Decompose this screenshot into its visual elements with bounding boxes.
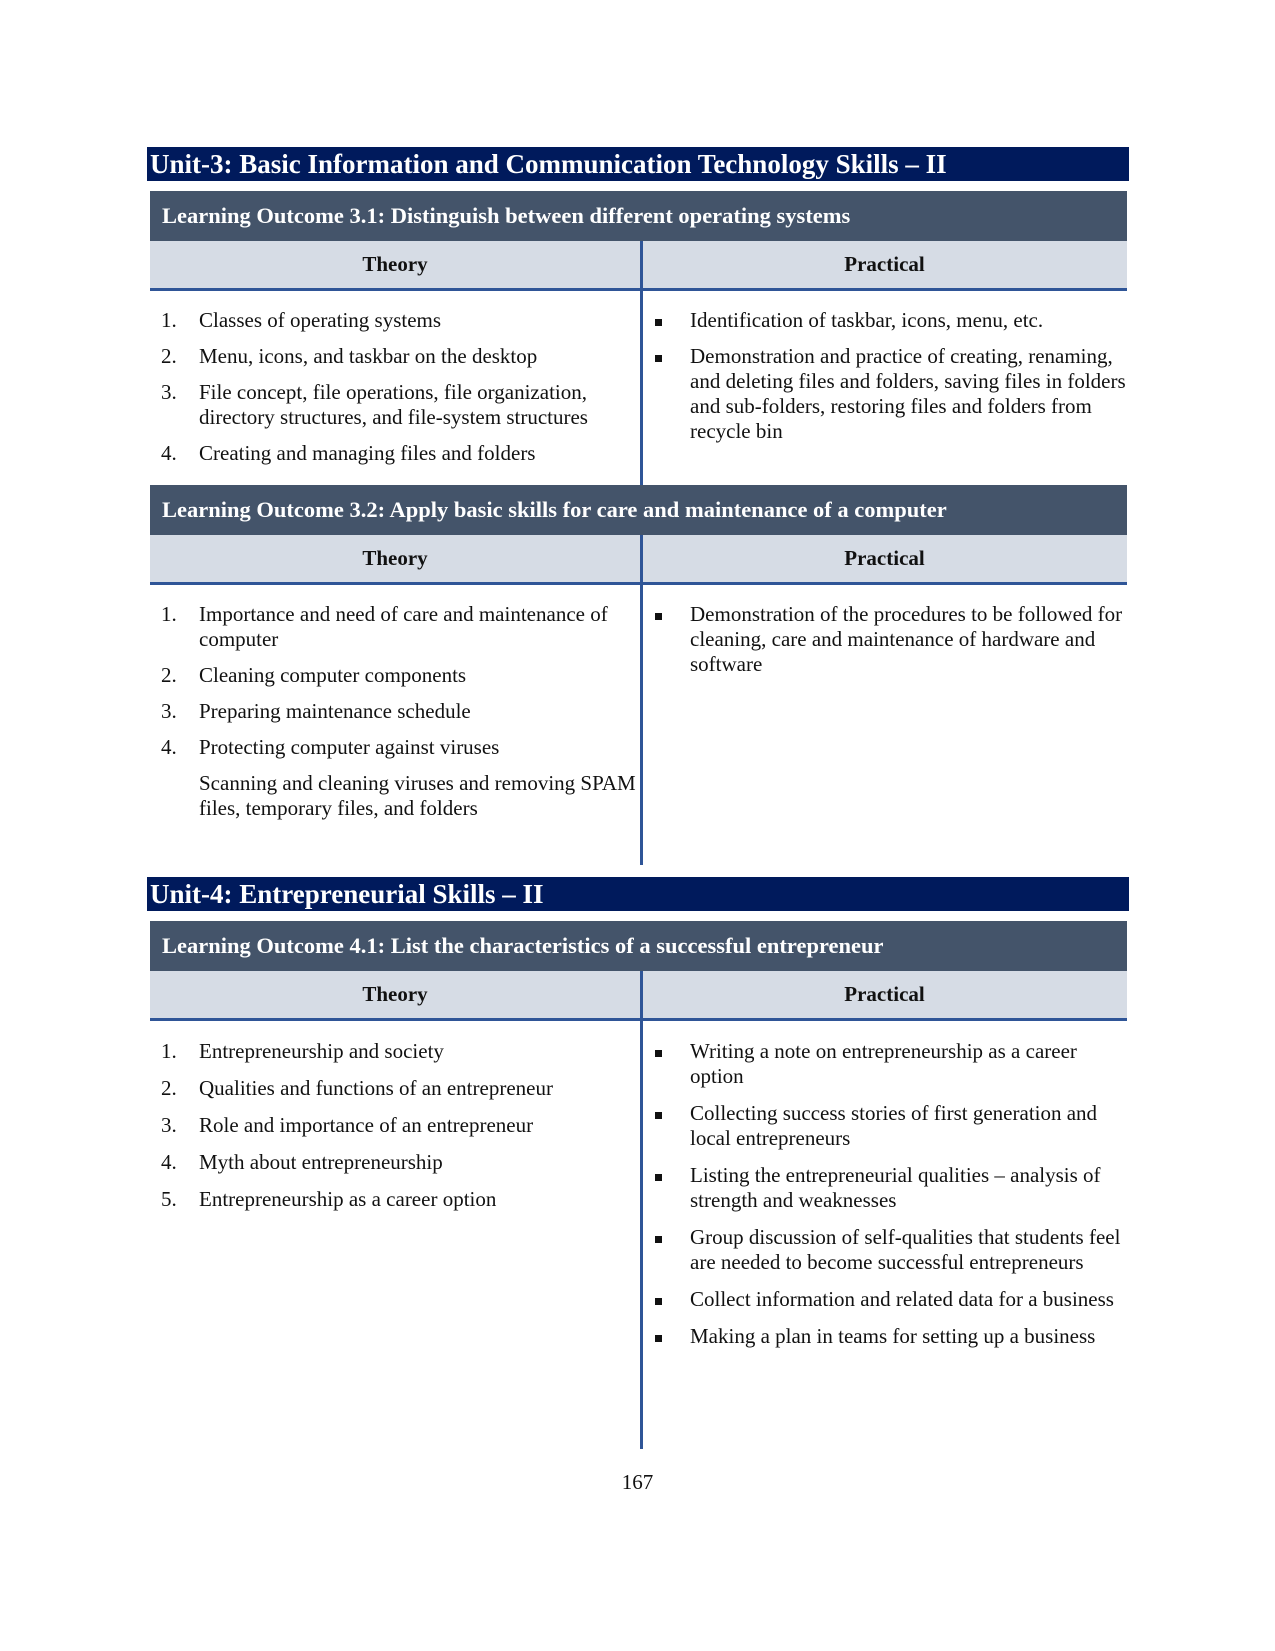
lo-4-1-practical-list <box>643 1039 1127 1349</box>
list-item: Scanning and cleaning viruses and removing SPAM files, temporary files, and folders <box>199 771 636 820</box>
learning-outcome-3-2-header: Learning Outcome 3.2: Apply basic skills for care and maintenance of a computer <box>150 485 1127 535</box>
list-item: 2. Qualities and functions of an entrepreneur <box>161 1076 553 1100</box>
square-bullet-icon <box>655 1298 662 1305</box>
list-item: Collect information and related data for a business <box>643 1287 1127 1312</box>
lo-3-2-theory-list <box>150 602 638 821</box>
list-item: 3. Role and importance of an entrepreneur <box>161 1113 534 1137</box>
square-bullet-icon <box>655 1112 662 1119</box>
list-item: 2. Menu, icons, and taskbar on the desktop <box>161 344 538 368</box>
list-item: 5. Entrepreneurship as a career option <box>161 1187 497 1211</box>
list-item: 1. Importance and need of care and maintenance of computer <box>161 602 608 651</box>
list-item: 3. Preparing maintenance schedule <box>161 699 471 723</box>
list-item: Writing a note on entrepreneurship as a career option <box>643 1039 1127 1089</box>
list-item: Identification of taskbar, icons, menu, etc. <box>643 308 1127 333</box>
unit-4-title: Unit-4: Entrepreneurial Skills – II <box>147 877 1129 911</box>
lo-3-1-column-headers <box>150 241 1127 291</box>
square-bullet-icon <box>655 1236 662 1243</box>
column-divider <box>640 535 643 865</box>
list-item: 1. Classes of operating systems <box>161 308 442 332</box>
list-item: 3. File concept, file operations, file organization, directory structures, and file-system structures <box>161 380 588 429</box>
lo-3-1-practical-list <box>643 308 1127 444</box>
unit-3-title: Unit-3: Basic Information and Communication Technology Skills – II <box>147 147 1129 181</box>
learning-outcome-4-1-header: Learning Outcome 4.1: List the characteristics of a successful entrepreneur <box>150 921 1127 971</box>
theory-column-header: Theory <box>362 982 428 1006</box>
lo-4-1-column-headers <box>150 971 1127 1021</box>
square-bullet-icon <box>655 319 662 326</box>
learning-outcome-3-1-header: Learning Outcome 3.1: Distinguish between different operating systems <box>150 191 1127 241</box>
list-item: 4. Protecting computer against viruses <box>161 735 500 759</box>
lo-3-2-practical-list <box>643 602 1127 677</box>
list-item: Demonstration and practice of creating, renaming, and deleting files and folders, saving files in folders and sub-folders, restoring files and folders from recycle bin <box>643 344 1127 444</box>
square-bullet-icon <box>655 1335 662 1342</box>
practical-column-header: Practical <box>844 252 925 276</box>
theory-column-header: Theory <box>362 252 428 276</box>
list-item: Making a plan in teams for setting up a business <box>643 1324 1127 1349</box>
list-item: Collecting success stories of first generation and local entrepreneurs <box>643 1101 1127 1151</box>
lo-3-2-column-headers <box>150 535 1127 585</box>
lo-4-1-theory-list <box>150 1039 638 1212</box>
list-item: 4. Creating and managing files and folders <box>161 441 536 465</box>
square-bullet-icon <box>655 1174 662 1181</box>
list-item: Demonstration of the procedures to be followed for cleaning, care and maintenance of hardware and software <box>643 602 1127 677</box>
list-item: Group discussion of self-qualities that students feel are needed to become successful entrepreneurs <box>643 1225 1127 1275</box>
page-number: 167 <box>621 1470 654 1494</box>
list-item: Listing the entrepreneurial qualities – analysis of strength and weaknesses <box>643 1163 1127 1213</box>
list-item: 1. Entrepreneurship and society <box>161 1039 444 1063</box>
practical-column-header: Practical <box>844 982 925 1006</box>
practical-column-header: Practical <box>844 546 925 570</box>
square-bullet-icon <box>655 613 662 620</box>
lo-3-1-theory-list <box>150 308 638 466</box>
square-bullet-icon <box>655 355 662 362</box>
square-bullet-icon <box>655 1050 662 1057</box>
list-item: 4. Myth about entrepreneurship <box>161 1150 443 1174</box>
list-item: 2. Cleaning computer components <box>161 663 467 687</box>
theory-column-header: Theory <box>362 546 428 570</box>
